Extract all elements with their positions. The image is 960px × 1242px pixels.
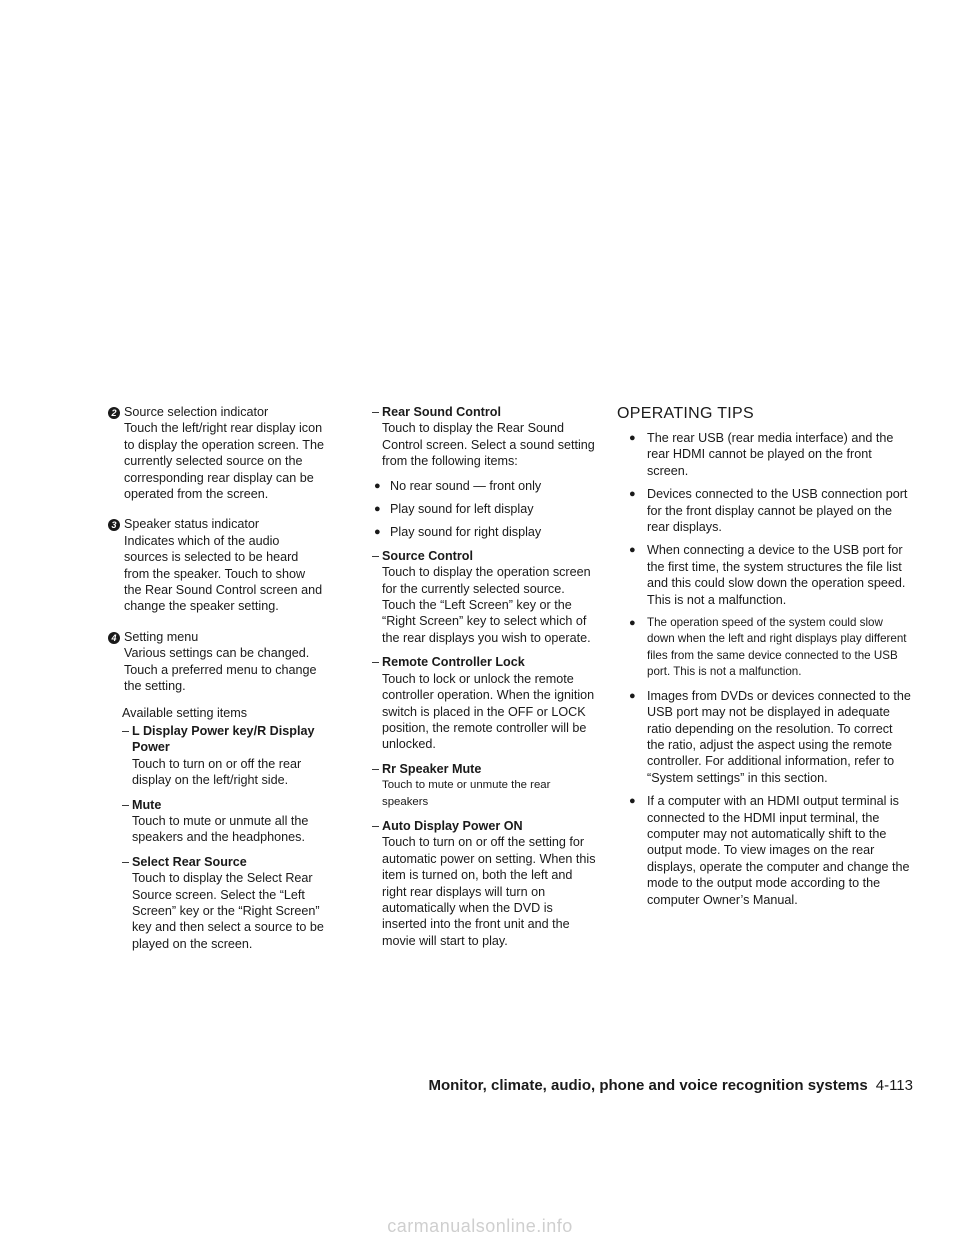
item-speaker-status: [110, 516, 326, 614]
dash-marker: –: [122, 854, 130, 869]
item-body: Various settings can be changed. Touch a preferred menu to change the setting.: [124, 646, 317, 694]
setting-body: Touch to display the Select Rear Source screen. Select the “Left Screen” key or the “Right Screen” key and then select a source to be played on the screen.: [132, 871, 324, 951]
sound-option: [372, 478, 598, 494]
dash-marker: –: [122, 797, 130, 812]
setting-body: Touch to display the operation screen for the currently selected source. Touch the “Left Screen” key or the “Right Screen” key to select which of the rear displays you wish to operate.: [382, 565, 591, 645]
setting-title: Remote Controller Lock: [382, 655, 525, 670]
setting-title: Rear Sound Control: [382, 405, 501, 419]
number-4-icon: 4: [108, 632, 120, 644]
bullet-icon: ●: [629, 432, 636, 444]
item-setting-menu: [110, 629, 326, 695]
dash-marker: –: [372, 655, 380, 670]
page-footer: [428, 1078, 913, 1094]
column-middle: [372, 404, 598, 957]
column-left: [110, 404, 326, 960]
setting-title: Rr Speaker Mute: [382, 761, 482, 776]
bullet-icon: ●: [629, 689, 636, 702]
dash-marker: –: [372, 548, 380, 563]
setting-title: Mute: [132, 797, 162, 812]
setting-auto-display-power: [372, 818, 598, 949]
tip-item: [627, 688, 913, 786]
item-title: Speaker status indicator: [124, 517, 260, 532]
dash-marker: –: [372, 761, 380, 776]
bullet-icon: ●: [629, 544, 636, 557]
setting-title: Select Rear Source: [132, 854, 247, 869]
setting-rear-sound-control: [372, 404, 598, 470]
number-2-icon: 2: [108, 407, 120, 419]
tip-text: If a computer with an HDMI output terminal is connected to the HDMI input terminal, the computer may not automatically shift to the output mode. To view images on the rear displays, operate the computer and change the mode to the output mode according to the computer Owner’s Manual.: [647, 794, 910, 907]
setting-body: Touch to lock or unlock the remote controller operation. When the ignition switch is placed in the OFF or LOCK position, the remote controller will be unlocked.: [382, 671, 595, 752]
bullet-icon: ●: [629, 488, 636, 501]
setting-body: Touch to mute or unmute the rear speakers: [382, 779, 551, 808]
tip-item: [627, 430, 913, 479]
tip-text: The operation speed of the system could slow down when the left and right displays play different files from the same device connected to the USB port. This is not a malfunction.: [647, 616, 907, 679]
setting-title: L Display Power key/R Display Power: [132, 723, 315, 755]
item-body: Indicates which of the audio sources is selected to be heard from the speaker. Touch to show the Rear Sound Control screen and change the speaker setting.: [124, 533, 323, 614]
number-3-icon: 3: [108, 519, 120, 531]
page-number: 4-113: [875, 1077, 913, 1094]
setting-body: Touch to turn on or off the setting for automatic power on setting. When this item is turned on, both the left and right rear displays will turn on automatically when the DVD is inserted into the front unit and the movie will start to play.: [382, 835, 596, 948]
setting-l-display-power: [122, 723, 326, 789]
item-body: Touch the left/right rear display icon to display the operation screen. The currently selected source on the corresponding rear display can be operated from the screen.: [124, 421, 324, 502]
setting-body: Touch to mute or unmute all the speakers and the headphones.: [132, 813, 309, 845]
tip-text: Images from DVDs or devices connected to the USB port may not be displayed in adequate ratio depending on the resolution. To correct the ratio, adjust the aspect using the remote controller. For additional information, refer to “System settings” in this section.: [647, 688, 911, 785]
sound-option: [372, 524, 598, 540]
bullet-icon: ●: [374, 503, 381, 516]
section-title: Monitor, climate, audio, phone and voice recognition systems: [428, 1077, 868, 1094]
dash-marker: –: [372, 818, 380, 833]
column-right: [617, 404, 913, 915]
tip-text: When connecting a device to the USB port for the first time, the system structures the file list and this could slow down the operation speed. This is not a malfunction.: [647, 543, 906, 607]
section-heading: OPERATING TIPS: [617, 405, 754, 422]
tip-item: [627, 615, 913, 681]
tip-text: Devices connected to the USB connection port for the front display cannot be played on the rear displays.: [647, 487, 908, 535]
setting-rr-speaker-mute: [372, 761, 598, 810]
sound-option-text: Play sound for right display: [390, 525, 542, 540]
bullet-icon: ●: [374, 526, 381, 539]
setting-body: Touch to display the Rear Sound Control screen. Select a sound setting from the following items:: [382, 421, 595, 469]
setting-source-control: [372, 548, 598, 646]
setting-title: Auto Display Power ON: [382, 818, 523, 833]
bullet-icon: ●: [629, 617, 636, 630]
dash-marker: –: [122, 723, 130, 738]
setting-mute: [122, 797, 326, 846]
item-source-selection: [110, 404, 326, 502]
bullet-icon: ●: [629, 795, 636, 808]
bullet-icon: ●: [374, 479, 381, 492]
tip-text: The rear USB (rear media interface) and the rear HDMI cannot be played on the front screen.: [647, 431, 894, 478]
item-title: Setting menu: [124, 629, 199, 644]
available-settings-label: Available setting items: [122, 705, 248, 720]
sound-option-text: Play sound for left display: [390, 502, 534, 517]
setting-body: Touch to turn on or off the rear display on the left/right side.: [132, 756, 302, 788]
item-title: Source selection indicator: [124, 405, 269, 419]
setting-remote-controller-lock: [372, 654, 598, 752]
setting-select-rear-source: [122, 854, 326, 952]
setting-title: Source Control: [382, 548, 473, 563]
tip-item: [627, 486, 913, 535]
tip-item: [627, 793, 913, 908]
tip-item: [627, 542, 913, 608]
dash-marker: –: [372, 405, 380, 419]
sound-option: [372, 501, 598, 517]
sound-option-text: No rear sound — front only: [390, 478, 542, 493]
watermark: carmanualsonline.info: [387, 1216, 573, 1236]
